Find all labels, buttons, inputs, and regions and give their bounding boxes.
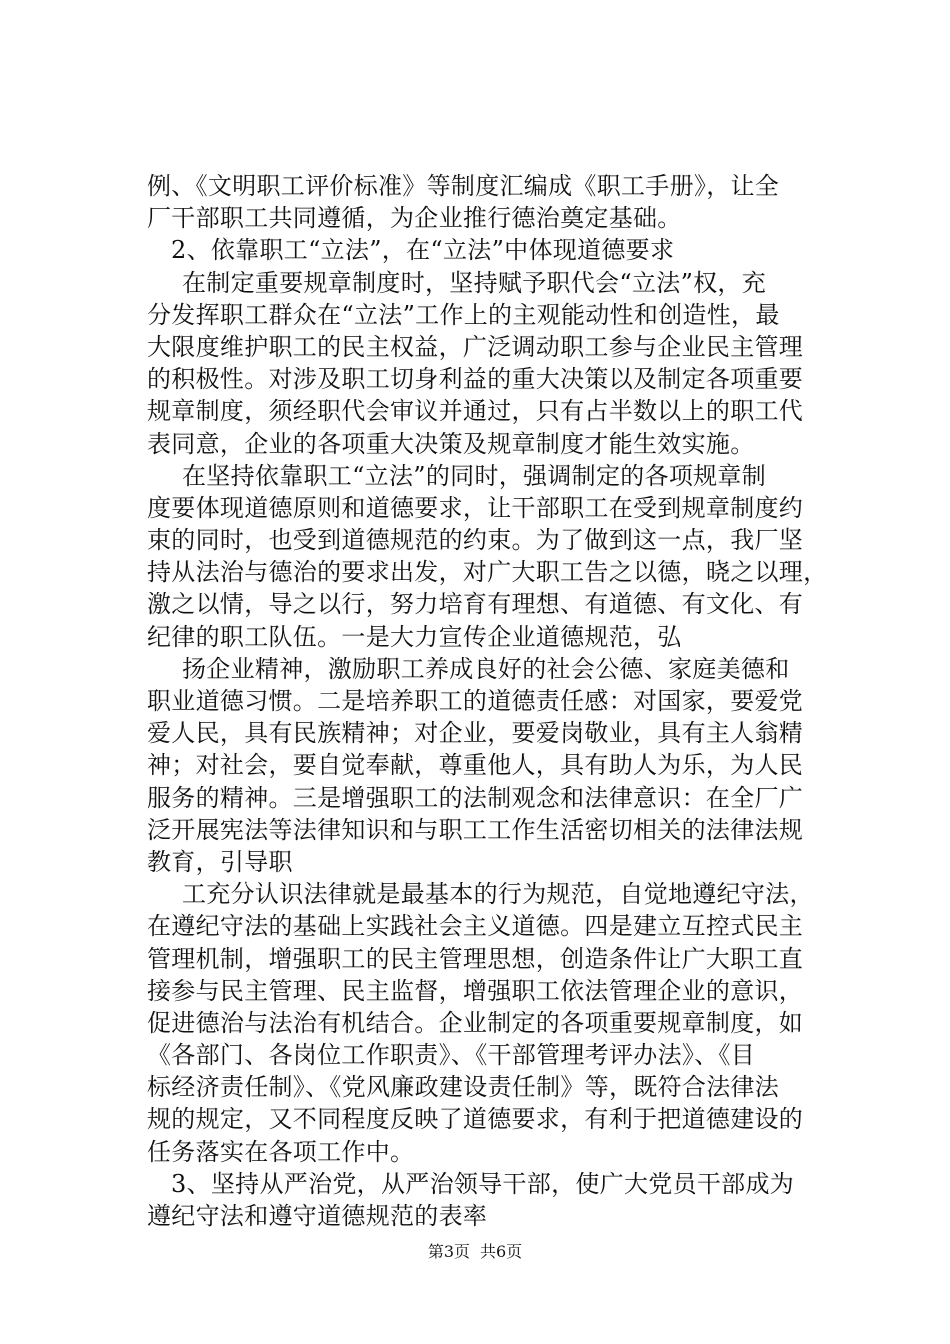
text-line: 持从法治与德治的要求出发，对广大职工告之以德，晓之以理， xyxy=(147,558,828,587)
text-line: 束的同时，也受到道德规范的约束。为了做到这一点，我厂坚 xyxy=(147,526,804,555)
text-line: 促进德治与法治有机结合。企业制定的各项重要规章制度，如 xyxy=(147,1008,804,1037)
text-line: 爱人民，具有民族精神；对企业，要爱岗敬业，具有主人翁精 xyxy=(147,719,804,748)
text-line: 任务落实在各项工作中。 xyxy=(147,1137,415,1166)
text-line: 规的规定，又不同程度反映了道德要求，有利于把道德建设的 xyxy=(147,1105,804,1134)
page-number: 第3页 xyxy=(427,1242,470,1261)
text-line: 在制定重要规章制度时，坚持赋予职代会“立法”权，充 xyxy=(182,268,767,297)
text-line: 规章制度，须经职代会审议并通过，只有占半数以上的职工代 xyxy=(147,397,804,426)
page-footer xyxy=(0,1242,950,1262)
text-line: 神；对社会，要自觉奉献，尊重他人，具有助人为乐，为人民 xyxy=(147,751,804,780)
text-line: 的积极性。对涉及职工切身利益的重大决策以及制定各项重要 xyxy=(147,365,804,394)
text-line: 在遵纪守法的基础上实践社会主义道德。四是建立互控式民主 xyxy=(147,912,804,941)
text-line: 标经济责任制》、《党风廉政建设责任制》等，既符合法律法 xyxy=(147,1073,780,1102)
text-line: 管理机制，增强职工的民主管理思想，创造条件让广大职工直 xyxy=(147,944,804,973)
text-line: 在坚持依靠职工“立法”的同时，强调制定的各项规章制 xyxy=(182,461,767,490)
text-line: 遵纪守法和遵守道德规范的表率 xyxy=(147,1202,488,1230)
document-body xyxy=(147,170,837,1232)
text-line: 扬企业精神，激励职工养成良好的社会公德、家庭美德和 xyxy=(182,654,790,683)
text-line: 《各部门、各岗位工作职责》、《干部管理考评办法》、《目 xyxy=(147,1041,756,1070)
text-line: 纪律的职工队伍。一是大力宣传企业道德规范，弘 xyxy=(147,622,682,651)
text-line: 服务的精神。三是增强职工的法制观念和法律意识：在全厂广 xyxy=(147,783,804,812)
text-line: 例、《文明职工评价标准》等制度汇编成《职工手册》，让全 xyxy=(147,172,780,200)
text-line: 接参与民主管理、民主监督，增强职工依法管理企业的意识， xyxy=(147,976,804,1005)
text-line: 大限度维护职工的民主权益，广泛调动职工参与企业民主管理 xyxy=(147,332,804,361)
text-line: 度要体现道德原则和道德要求，让干部职工在受到规章制度约 xyxy=(147,493,804,522)
text-line: 工充分认识法律就是最基本的行为规范，自觉地遵纪守法， xyxy=(182,880,814,909)
text-line: 厂干部职工共同遵循，为企业推行德治奠定基础。 xyxy=(147,204,682,233)
text-line: 3、坚持从严治党，从严治领导干部，使广大党员干部成为 xyxy=(171,1169,795,1198)
text-line: 职业道德习惯。二是培养职工的道德责任感：对国家，要爱党 xyxy=(147,687,804,715)
text-line: 教育，引导职 xyxy=(147,847,293,876)
text-line: 表同意，企业的各项重大决策及规章制度才能生效实施。 xyxy=(147,429,755,458)
text-line: 激之以情，导之以行，努力培育有理想、有道德、有文化、有 xyxy=(147,590,804,619)
text-line: 分发挥职工群众在“立法”工作上的主观能动性和创造性，最 xyxy=(147,300,780,329)
page-total: 共6页 xyxy=(480,1242,523,1261)
text-line: 泛开展宪法等法律知识和与职工工作生活密切相关的法律法规 xyxy=(147,815,804,844)
text-line: 2、依靠职工“立法”，在“立法”中体现道德要求 xyxy=(171,236,675,265)
